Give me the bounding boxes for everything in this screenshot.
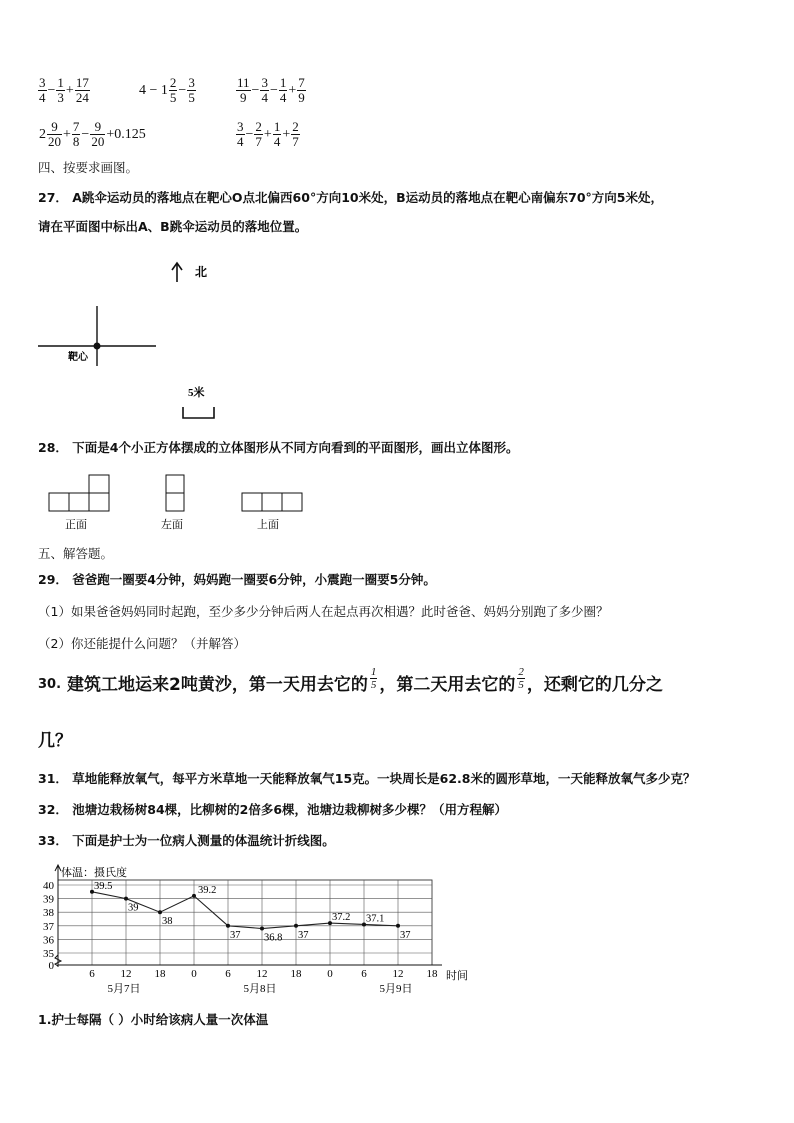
q30-number: 30. [38, 676, 62, 692]
fraction: $\frac{17}{24}$ [75, 75, 89, 105]
y-axis-label: 体温：摄氏度 [61, 867, 127, 879]
fraction: $\frac{7}{9}$ [298, 75, 305, 105]
data-label: 39 [128, 902, 139, 914]
temperature-line-chart [30, 860, 480, 1002]
x-tick-label: 0 [191, 968, 197, 980]
q29-part2: （2）你还能提什么问题？（并解答） [38, 636, 246, 651]
y-tick-label: 35 [43, 948, 54, 960]
q30-fraction-1: $\frac{1}{5}$ [370, 666, 377, 691]
data-label: 37.2 [332, 912, 351, 924]
section-5-heading: 五、解答题。 [38, 546, 114, 561]
fraction: $\frac{9}{20}$ [48, 119, 61, 149]
x-tick-label: 6 [225, 968, 231, 980]
q33-text: 33． 下面是护士为一位病人测量的体温统计折线图。 [38, 833, 335, 848]
fraction: $\frac{11}{9}$ [237, 75, 250, 105]
data-point [226, 924, 230, 928]
cube-views [40, 470, 320, 536]
date-group-label: 5月7日 [107, 983, 141, 995]
fraction: $\frac{3}{4}$ [261, 75, 268, 105]
y-tick-label: 0 [48, 960, 54, 972]
q29-text: 29． 爸爸跑一圈要4分钟，妈妈跑一圈要6分钟，小震跑一圈要5分钟。 [38, 572, 436, 587]
q27-line2: 请在平面图中标出A、B跳伞运动员的落地位置。 [38, 219, 308, 234]
data-point [124, 897, 128, 901]
y-tick-label: 40 [43, 880, 54, 892]
fraction: $\frac{2}{5}$ [169, 75, 177, 105]
data-label: 39.5 [94, 880, 113, 892]
fraction: $\frac{2}{7}$ [292, 119, 299, 149]
front-view [49, 475, 109, 511]
scale-bar [183, 407, 214, 418]
compass-diagram [30, 256, 230, 426]
section-4-heading: 四、按要求画图。 [38, 160, 139, 175]
target-center-point [94, 343, 101, 350]
fraction: $\frac{3}{4}$ [39, 75, 46, 105]
data-label: 37.1 [366, 913, 385, 925]
target-center-label: 靶心 [68, 352, 88, 363]
top-view [242, 493, 302, 511]
expr-3: $\frac{11}{9}$ − $\frac{3}{4}$ − $\frac{1}{4}$ + $\frac{7}{9}$ [237, 75, 305, 105]
q33-sub1: 1.护士每隔（ ）小时给该病人量一次体温 [38, 1012, 269, 1027]
data-label: 37 [230, 929, 241, 941]
date-group-label: 5月9日 [379, 983, 413, 995]
q28-text: 28． 下面是4个小正方体摆成的立体图形从不同方向看到的平面图形，画出立体图形。 [38, 440, 519, 455]
north-arrow-icon [172, 263, 182, 282]
front-view-label: 正面 [65, 519, 87, 531]
left-view [166, 475, 184, 511]
top-view-label: 上面 [257, 519, 279, 531]
q30-part-c: ，还剩它的几分之 [526, 674, 663, 695]
fraction: $\frac{9}{20}$ [91, 119, 105, 149]
y-tick-label: 39 [43, 893, 54, 906]
q30-line2: 几？ [38, 731, 72, 751]
data-label: 37 [298, 929, 309, 941]
x-tick-label: 12 [392, 968, 404, 980]
data-label: 36.8 [264, 932, 283, 944]
fraction: $\frac{1}{4}$ [279, 75, 287, 105]
x-tick-label: 6 [361, 968, 367, 980]
y-tick-label: 36 [43, 934, 54, 947]
x-tick-label: 12 [120, 968, 132, 980]
fraction: $\frac{3}{5}$ [188, 75, 195, 105]
expr-5: $\frac{3}{4}$ − $\frac{2}{7}$ + $\frac{1}{4}$ + $\frac{2}{7}$ [237, 119, 299, 149]
q30-fraction-2: $\frac{2}{5}$ [518, 666, 524, 691]
q30-part-b: ，第二天用去它的 [379, 674, 516, 695]
expr-2: 4 − 1 $\frac{2}{5}$ − $\frac{3}{5}$ [139, 75, 195, 105]
scale-label: 5米 [188, 387, 205, 399]
north-label: 北 [195, 265, 208, 279]
expr-4: 2 $\frac{9}{20}$ + $\frac{7}{8}$ − $\frac{9}{20}$ +0.125 [39, 119, 146, 149]
date-group-label: 5月8日 [243, 983, 277, 995]
x-tick-label: 6 [89, 968, 95, 980]
q27-line1: 27． A跳伞运动员的落地点在靶心O点北偏西60°方向10米处，B运动员的落地点在靶心南偏东70°方向5米处， [38, 190, 663, 205]
data-label: 39.2 [198, 884, 217, 896]
data-point [260, 927, 264, 931]
q30-part-a: 建筑工地运来2吨黄沙，第一天用去它的 [67, 674, 368, 695]
data-label: 38 [162, 916, 173, 928]
q30-line1 [38, 666, 663, 697]
data-label: 37 [400, 929, 411, 941]
fraction: $\frac{3}{4}$ [237, 119, 244, 149]
data-point [192, 894, 196, 898]
data-point [158, 910, 162, 914]
fraction: $\frac{7}{8}$ [72, 119, 80, 149]
q32-text: 32． 池塘边栽杨树84棵，比柳树的2倍多6棵，池塘边栽柳树多少棵？（用方程解） [38, 802, 508, 817]
expr-1: $\frac{3}{4}$ − $\frac{1}{3}$ + $\frac{17}{24}$ [39, 75, 89, 105]
x-tick-label: 12 [256, 968, 268, 980]
fraction: $\frac{2}{7}$ [255, 119, 262, 149]
q29-part1: （1）如果爸爸妈妈同时起跑，至少多少分钟后两人在起点再次相遇？此时爸爸、妈妈分别跑了多少圈？ [38, 604, 609, 619]
data-point [294, 924, 298, 928]
x-tick-label: 0 [327, 968, 333, 980]
x-tick-label: 18 [154, 968, 166, 980]
x-tick-label: 18 [426, 968, 438, 980]
fraction: $\frac{1}{3}$ [57, 75, 64, 105]
data-point [396, 924, 400, 928]
x-axis-label: 时间 [446, 970, 468, 982]
y-tick-label: 37 [43, 920, 54, 933]
q31-text: 31． 草地能释放氧气，每平方米草地一天能释放氧气15克。一块周长是62.8米的圆形草地，一天能释放氧气多少克？ [38, 771, 696, 786]
y-tick-label: 38 [43, 907, 54, 920]
fraction: $\frac{1}{4}$ [273, 119, 281, 149]
left-view-label: 左面 [161, 519, 183, 531]
x-tick-label: 18 [290, 968, 302, 980]
